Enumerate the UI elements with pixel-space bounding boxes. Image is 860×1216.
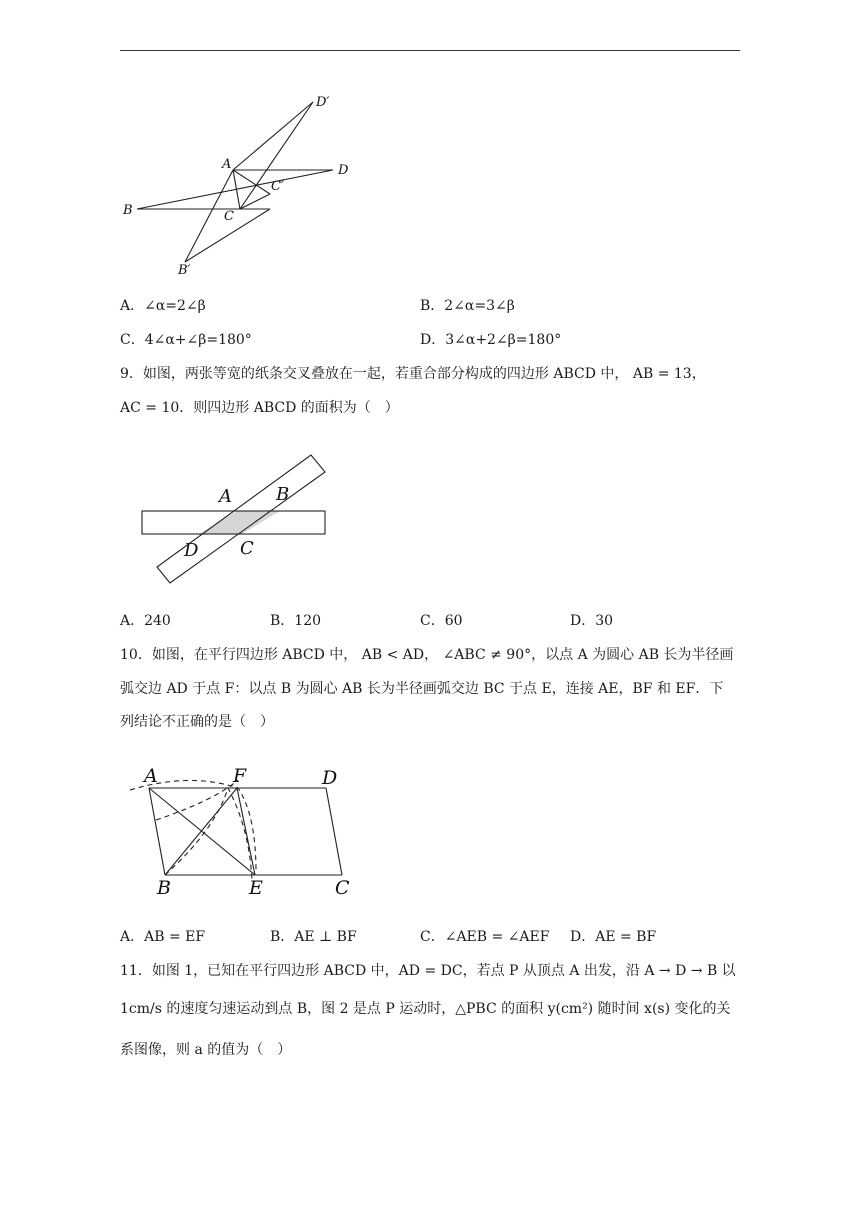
q10-label-a: A <box>144 765 158 787</box>
q10-text-line-3: 列结论不正确的是（ ） <box>120 714 274 730</box>
q8-option-c: C．4∠α+∠β=180° <box>120 332 252 348</box>
q9-label-d: D <box>184 540 199 561</box>
q9-diagram <box>135 450 335 590</box>
q8-label-d: D <box>338 163 349 178</box>
q9-label-a: A <box>219 486 232 507</box>
header-rule <box>120 50 740 51</box>
q9-text-line-1: 9．如图，两张等宽的纸条交叉叠放在一起，若重合部分构成的四边形 ABCD 中， AB = 13， <box>120 366 706 382</box>
q10-label-f: F <box>233 765 247 787</box>
q10-text-line-1: 10．如图，在平行四边形 ABCD 中， AB < AD， ∠ABC ≠ 90°，以点 A 为圆心 AB 长为半径画 <box>120 647 734 663</box>
q10-option-b: B．AE ⊥ BF <box>270 929 357 945</box>
q10-diagram <box>120 760 370 900</box>
q10-option-a: A．AB = EF <box>120 929 206 945</box>
q9-option-c: C．60 <box>420 613 463 629</box>
q10-label-c: C <box>335 877 350 899</box>
q9-text-line-2: AC = 10．则四边形 ABCD 的面积为（ ） <box>120 400 399 416</box>
q10-label-b: B <box>157 877 171 899</box>
q10-figure <box>120 760 370 900</box>
q8-diagram <box>115 90 375 290</box>
q8-label-b: B <box>123 203 133 218</box>
q8-label-a: A <box>222 157 232 172</box>
q8-label-c: C <box>224 209 234 224</box>
q9-figure <box>135 450 335 590</box>
q8-label-d-prime: D′ <box>316 95 330 110</box>
q10-label-d: D <box>322 767 338 789</box>
q8-option-a: A．∠α=2∠β <box>120 298 206 314</box>
q9-label-c: C <box>240 538 254 559</box>
q9-option-a: A．240 <box>120 613 171 629</box>
q9-label-b: B <box>276 484 290 505</box>
q10-option-d: D．AE = BF <box>570 929 657 945</box>
q11-text-line-1: 11．如图 1，已知在平行四边形 ABCD 中，AD = DC，若点 P 从顶点 A 出发，沿 A → D → B 以 <box>120 963 736 979</box>
q8-option-b: B．2∠α=3∠β <box>420 298 515 314</box>
q8-label-c-prime: C′ <box>271 179 284 194</box>
q10-option-c: C．∠AEB = ∠AEF <box>420 929 550 945</box>
q10-label-e: E <box>249 877 263 899</box>
q9-option-d: D．30 <box>570 613 614 629</box>
q11-text-line-2: 1cm/s 的速度匀速运动到点 B，图 2 是点 P 运动时，△PBC 的面积 y(cm²) 随时间 x(s) 变化的关 <box>120 1001 731 1017</box>
q11-text-line-3: 系图像，则 a 的值为（ ） <box>120 1042 292 1058</box>
q10-text-line-2: 弧交边 AD 于点 F：以点 B 为圆心 AB 长为半径画弧交边 BC 于点 E，连接 AE，BF 和 EF．下 <box>120 681 724 697</box>
q8-figure <box>115 90 375 290</box>
q8-label-b-prime: B′ <box>178 263 191 278</box>
q8-option-d: D．3∠α+2∠β=180° <box>420 332 562 348</box>
q9-option-b: B．120 <box>270 613 322 629</box>
